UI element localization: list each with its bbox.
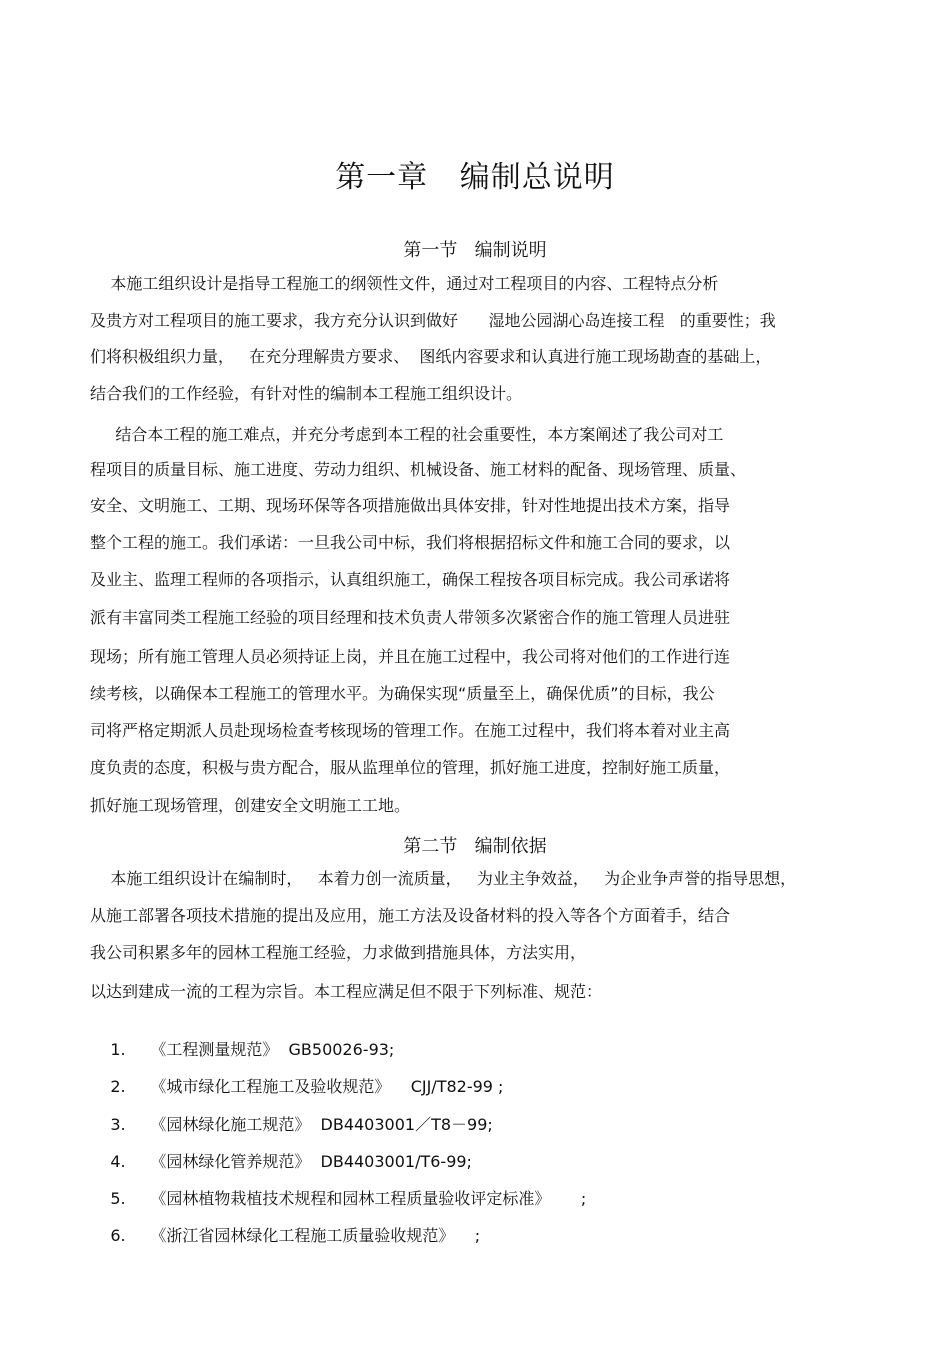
standard-text: 《工程测量规范》 GB50026-93; — [150, 1040, 395, 1059]
paragraph-line: 结合我们的工作经验，有针对性的编制本工程施工组织设计。 — [90, 384, 523, 403]
list-number: 6. — [110, 1226, 126, 1245]
list-number: 2. — [110, 1077, 126, 1096]
paragraph-line: 度负责的态度，积极与贵方配合，服从监理单位的管理，抓好施工进度，控制好施工质量， — [90, 758, 731, 777]
paragraph-line: 结合本工程的施工难点，并充分考虑到本工程的社会重要性，本方案阐述了我公司对工 — [90, 425, 724, 444]
standard-text: 《浙江省园林绿化工程施工质量验收规范》 ; — [150, 1226, 481, 1245]
paragraph-line: 及贵方对工程项目的施工要求，我方充分认识到做好 湿地公园湖心岛连接工程 的重要性；我 — [90, 311, 776, 330]
paragraph-line: 续考核，以确保本工程施工的管理水平。为确保实现“质量至上，确保优质”的目标，我公 — [90, 684, 715, 703]
standard-text: 《园林绿化管养规范》 DB4403001/T6-99; — [150, 1152, 472, 1171]
section-title-2: 第二节 编制依据 — [403, 836, 547, 857]
list-number: 1. — [110, 1040, 126, 1059]
standard-text: 《园林绿化施工规范》 DB4403001／T8－99; — [150, 1115, 493, 1134]
paragraph-line: 我公司积累多年的园林工程施工经验，力求做到措施具体，方法实用， — [90, 943, 587, 962]
chapter-title: 第一章 编制总说明 — [335, 160, 615, 195]
paragraph-line: 从施工部署各项技术措施的提出及应用，施工方法及设备材料的投入等各个方面着手，结合 — [90, 906, 731, 925]
paragraph-line: 本施工组织设计是指导工程施工的纲领性文件，通过对工程项目的内容、工程特点分析 — [90, 274, 719, 293]
section-title-1: 第一节 编制说明 — [403, 240, 547, 261]
paragraph-line: 本施工组织设计在编制时， 本着力创一流质量， 为业主争效益， 为企业争声誉的指导思想， — [90, 869, 797, 888]
standard-text: 《城市绿化工程施工及验收规范》 CJJ/T82-99 ; — [150, 1077, 504, 1096]
paragraph-line: 以达到建成一流的工程为宗旨。本工程应满足但不限于下列标准、规范： — [90, 982, 603, 1001]
paragraph-line: 司将严格定期派人员赴现场检查考核现场的管理工作。在施工过程中，我们将本着对业主高 — [90, 721, 731, 740]
paragraph-line: 及业主、监理工程师的各项指示，认真组织施工，确保工程按各项目标完成。我公司承诺将 — [90, 570, 731, 589]
paragraph-line: 程项目的质量目标、施工进度、劳动力组织、机械设备、施工材料的配备、现场管理、质量、 — [90, 460, 747, 479]
paragraph-line: 派有丰富同类工程施工经验的项目经理和技术负责人带领多次紧密合作的施工管理人员进驻 — [90, 608, 731, 627]
paragraph-line: 现场；所有施工管理人员必须持证上岗，并且在施工过程中，我公司将对他们的工作进行连 — [90, 647, 731, 666]
list-number: 3. — [110, 1115, 126, 1134]
standard-text: 《园林植物栽植技术规程和园林工程质量验收评定标准》 ; — [150, 1189, 587, 1208]
paragraph-line: 抓好施工现场管理，创建安全文明施工工地。 — [90, 796, 411, 815]
paragraph-line: 整个工程的施工。我们承诺：一旦我公司中标，我们将根据招标文件和施工合同的要求，以 — [90, 533, 731, 552]
list-number: 4. — [110, 1152, 126, 1171]
list-number: 5. — [110, 1189, 126, 1208]
standard-list-item — [90, 1206, 480, 1266]
paragraph-line: 安全、文明施工、工期、现场环保等各项措施做出具体安排，针对性地提出技术方案，指导 — [90, 496, 731, 515]
paragraph-line: 们将积极组织力量， 在充分理解贵方要求、 图纸内容要求和认真进行施工现场勘查的基础上， — [90, 347, 772, 366]
